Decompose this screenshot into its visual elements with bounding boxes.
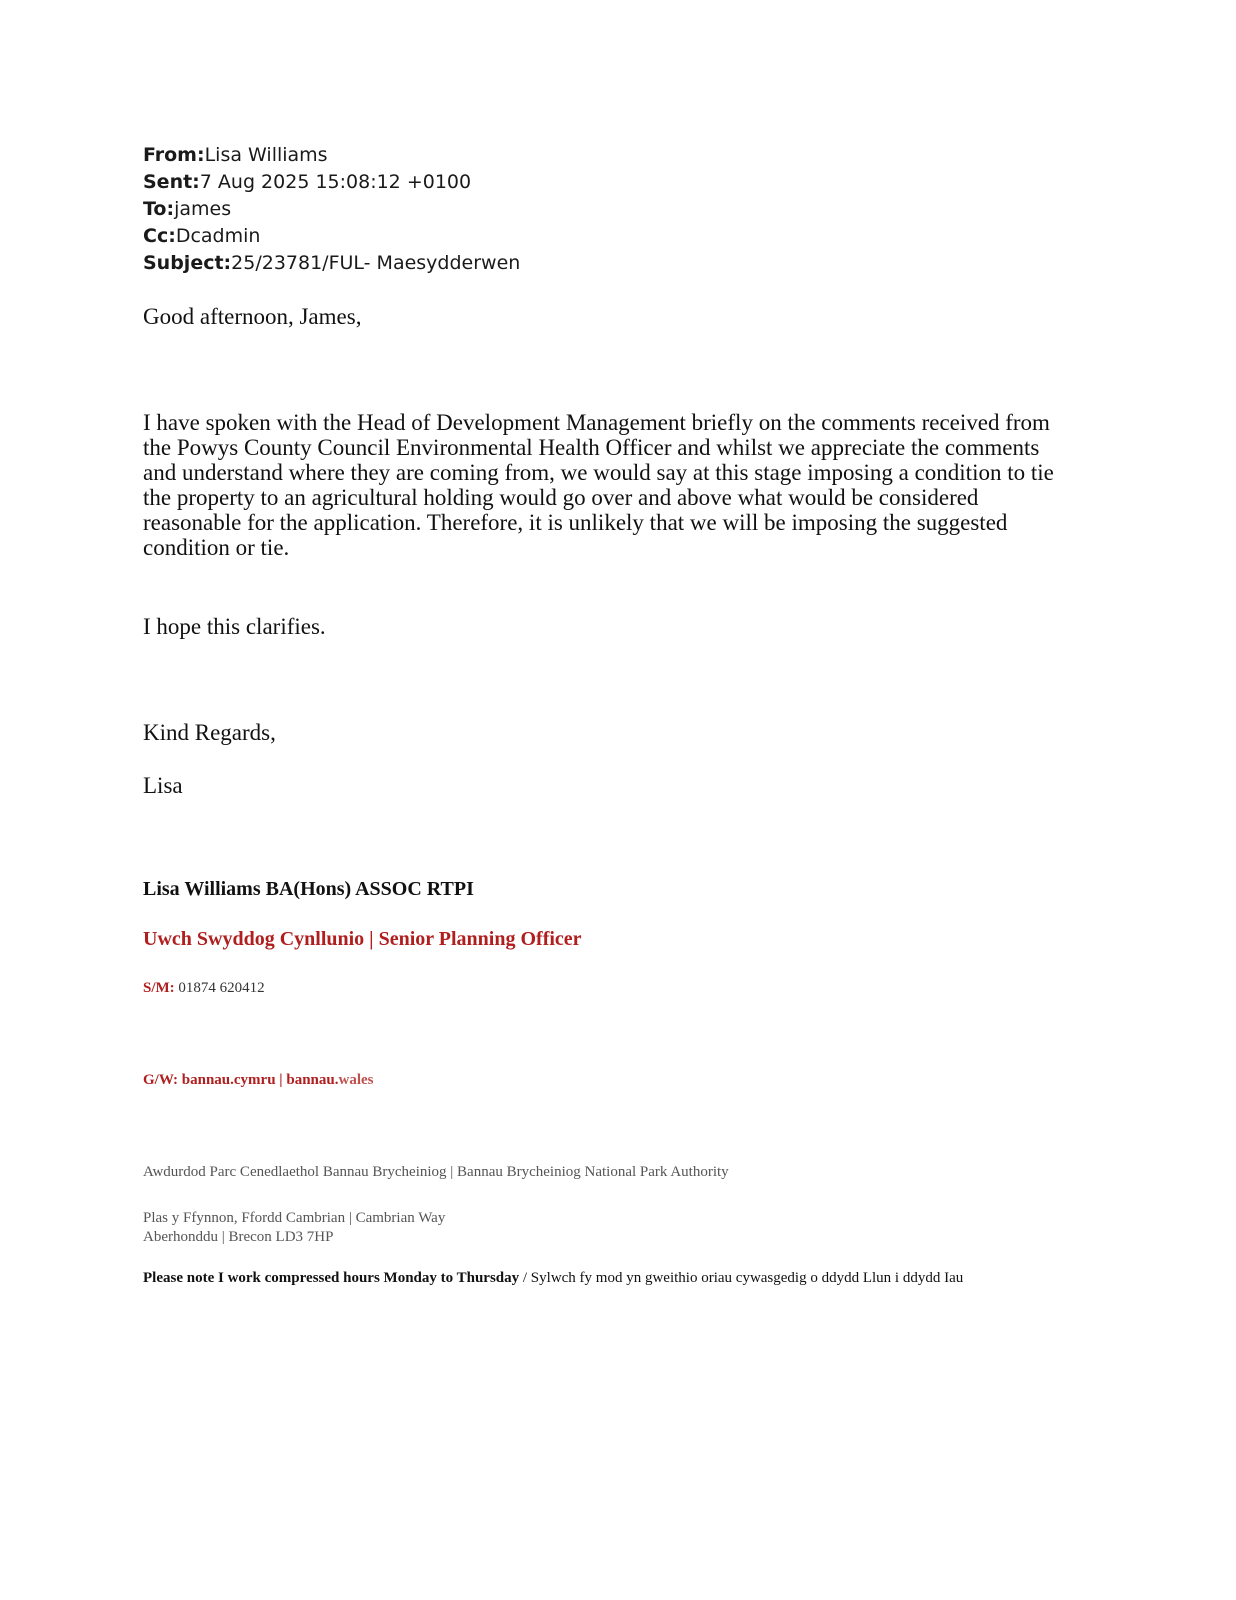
- sent-line: [143, 169, 520, 196]
- phone-label: S/M:: [143, 980, 175, 996]
- web-label: G/W:: [143, 1072, 179, 1088]
- address-line-2: Aberhonddu | Brecon LD3 7HP: [143, 1229, 334, 1245]
- sign-off: Kind Regards,: [143, 720, 276, 745]
- from-line: [143, 142, 520, 169]
- body-paragraph: I have spoken with the Head of Development Management briefly on the comments received from the Powys County Council Environmental Health Officer and whilst we appreciate the comments and understand where they are coming from, we would say at this stage imposing a condition to tie the property to an agricultural holding would go over and above what would be considered reasonable for the application. Therefore, it is unlikely that we will be imposing the suggested condition or tie.: [143, 410, 1054, 560]
- subject-line: [143, 250, 520, 277]
- phone-line: [143, 979, 265, 998]
- to-label: To:: [143, 198, 175, 220]
- address-line-1: Plas y Ffynnon, Ffordd Cambrian | Cambrian Way: [143, 1210, 446, 1226]
- closing-line: I hope this clarifies.: [143, 614, 326, 639]
- cc-line: [143, 223, 520, 250]
- cc-label: Cc:: [143, 225, 176, 247]
- sent-label: Sent:: [143, 171, 200, 193]
- working-hours-note: [143, 1269, 963, 1288]
- cc-value: Dcadmin: [175, 225, 261, 247]
- sender-first-name: Lisa: [143, 773, 183, 798]
- web-separator: |: [279, 1072, 283, 1088]
- authority-line: Awdurdod Parc Cenedlaethol Bannau Brycheiniog | Bannau Brycheiniog National Park Authority: [143, 1164, 729, 1180]
- greeting: Good afternoon, James,: [143, 304, 362, 329]
- phone-value: 01874 620412: [178, 980, 265, 996]
- address-block: [143, 1209, 445, 1247]
- from-label: From:: [143, 144, 205, 166]
- signature-name: Lisa Williams BA(Hons) ASSOC RTPI: [143, 878, 474, 900]
- web-wales-suffix: wales: [338, 1072, 374, 1088]
- website-line: [143, 1071, 373, 1090]
- subject-value: 25/23781/FUL- Maesydderwen: [231, 252, 521, 274]
- web-wales-prefix: bannau.: [286, 1072, 339, 1088]
- hours-note-rest: / Sylwch fy mod yn gweithio oriau cywasgedig o ddydd Llun i ddydd Iau: [519, 1270, 964, 1286]
- web-link-cymru[interactable]: bannau.cymru: [181, 1072, 276, 1088]
- to-line: [143, 196, 520, 223]
- sent-value: 7 Aug 2025 15:08:12 +0100: [199, 171, 472, 193]
- hours-note-bold: Please note I work compressed hours Monday to Thursday: [143, 1270, 520, 1286]
- subject-label: Subject:: [143, 252, 232, 274]
- web-link-wales[interactable]: [286, 1072, 373, 1088]
- signature-title: Uwch Swyddog Cynllunio | Senior Planning Officer: [143, 928, 582, 950]
- from-value: Lisa Williams: [204, 144, 328, 166]
- to-value: james: [174, 198, 232, 220]
- email-header: [143, 142, 520, 277]
